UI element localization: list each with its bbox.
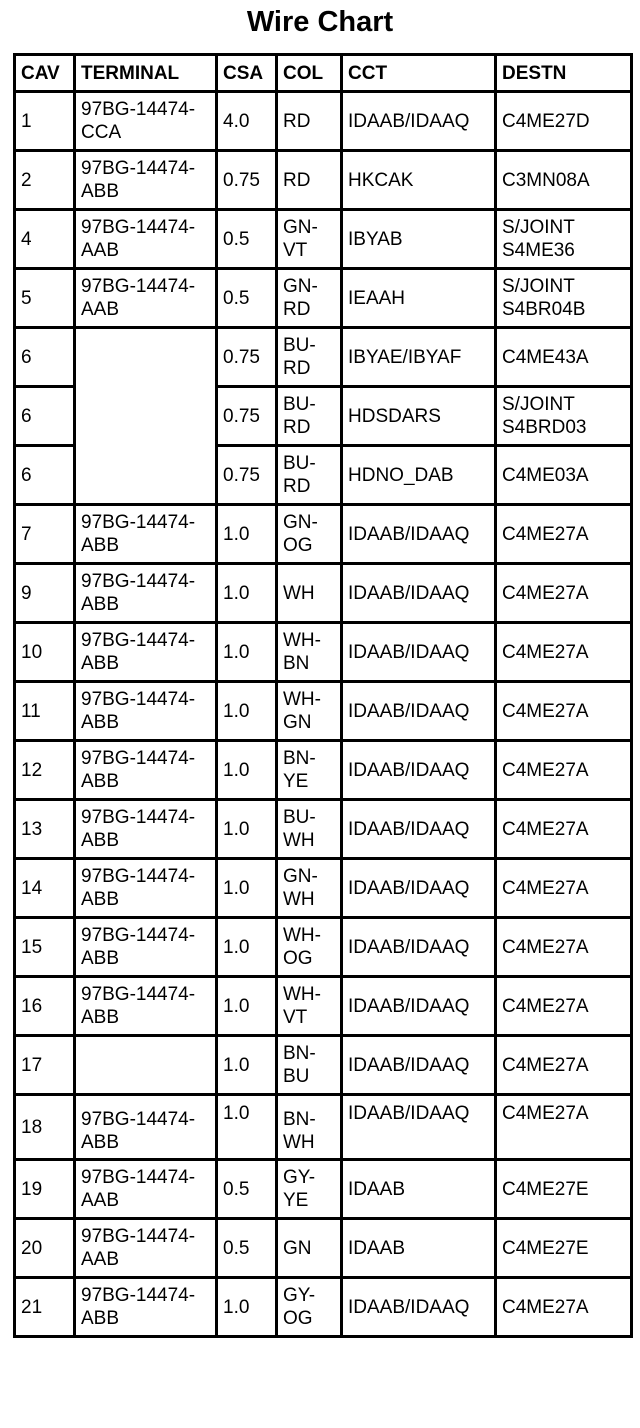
cell-csa: 0.75: [217, 151, 277, 210]
table-row: [15, 682, 632, 741]
cell-col: WH: [277, 564, 342, 623]
cell-terminal: 97BG-14474-ABB: [75, 859, 217, 918]
cell-col: GY-YE: [277, 1160, 342, 1219]
cell-col: RD: [277, 92, 342, 151]
cell-destn: C4ME27A: [496, 682, 632, 741]
cell-col: BU-WH: [277, 800, 342, 859]
cell-csa: 4.0: [217, 92, 277, 151]
cell-cct: IDAAB/IDAAQ: [342, 682, 496, 741]
cell-col: BU-RD: [277, 328, 342, 387]
cell-terminal: 97BG-14474-AAB: [75, 269, 217, 328]
cell-csa: 0.75: [217, 446, 277, 505]
cell-csa: 1.0: [217, 800, 277, 859]
cell-destn: C4ME27E: [496, 1160, 632, 1219]
table-row: [15, 210, 632, 269]
cell-cav: 15: [15, 918, 75, 977]
cell-cct: IBYAE/IBYAF: [342, 328, 496, 387]
cell-cav: 19: [15, 1160, 75, 1219]
table-row: [15, 918, 632, 977]
cell-csa: 0.5: [217, 1160, 277, 1219]
table-row: [15, 1036, 632, 1095]
cell-destn: C4ME03A: [496, 446, 632, 505]
table-row: [15, 564, 632, 623]
cell-cct: IDAAB: [342, 1160, 496, 1219]
cell-cct: IDAAB/IDAAQ: [342, 505, 496, 564]
page-title: Wire Chart: [246, 6, 394, 38]
cell-terminal: 97BG-14474-ABB: [75, 800, 217, 859]
table-row: [15, 1095, 632, 1160]
cell-col: RD: [277, 151, 342, 210]
cell-destn: C4ME43A: [496, 328, 632, 387]
cell-cav: 2: [15, 151, 75, 210]
wire-chart-table: [13, 53, 633, 1338]
table-row: [15, 505, 632, 564]
cell-csa: 1.0: [217, 1036, 277, 1095]
cell-destn: C4ME27A: [496, 623, 632, 682]
cell-destn: S/JOINT S4ME36: [496, 210, 632, 269]
table-row: [15, 269, 632, 328]
cell-col: GN: [277, 1219, 342, 1278]
cell-terminal: 97BG-14474-AAB: [75, 1160, 217, 1219]
table-row: [15, 977, 632, 1036]
cell-destn: C3MN08A: [496, 151, 632, 210]
cell-csa: 1.0: [217, 564, 277, 623]
cell-terminal: 97BG-14474-ABB: [75, 918, 217, 977]
cell-csa: 1.0: [217, 1278, 277, 1337]
cell-cct: IEAAH: [342, 269, 496, 328]
cell-destn: C4ME27A: [496, 564, 632, 623]
table-row: [15, 151, 632, 210]
cell-csa: 0.75: [217, 328, 277, 387]
cell-terminal: 97BG-14474-AAB: [75, 1219, 217, 1278]
cell-cav: 14: [15, 859, 75, 918]
cell-terminal: 97BG-14474-CCA: [75, 92, 217, 151]
cell-cct: IDAAB/IDAAQ: [342, 92, 496, 151]
cell-destn: C4ME27A: [496, 800, 632, 859]
cell-terminal: 97BG-14474-ABB: [75, 151, 217, 210]
cell-col: WH-GN: [277, 682, 342, 741]
cell-terminal: 97BG-14474-ABB: [75, 1278, 217, 1337]
cell-csa: 1.0: [217, 505, 277, 564]
cell-terminal: 97BG-14474-ABB: [75, 741, 217, 800]
cell-destn: C4ME27A: [496, 1036, 632, 1095]
cell-destn: C4ME27E: [496, 1219, 632, 1278]
cell-cct: IDAAB/IDAAQ: [342, 564, 496, 623]
cell-cct: IDAAB: [342, 1219, 496, 1278]
cell-cct: IDAAB/IDAAQ: [342, 918, 496, 977]
header-terminal: TERMINAL: [75, 55, 217, 92]
header-col: COL: [277, 55, 342, 92]
cell-col: GN-RD: [277, 269, 342, 328]
cell-col: GN-VT: [277, 210, 342, 269]
cell-cav: 13: [15, 800, 75, 859]
table-row: [15, 623, 632, 682]
cell-cav: 4: [15, 210, 75, 269]
cell-cav: 6: [15, 387, 75, 446]
cell-cct: IDAAB/IDAAQ: [342, 800, 496, 859]
cell-col: WH-OG: [277, 918, 342, 977]
cell-col: BN-YE: [277, 741, 342, 800]
cell-csa: 1.0: [217, 1095, 277, 1160]
cell-destn: C4ME27D: [496, 92, 632, 151]
cell-col: GN-WH: [277, 859, 342, 918]
table-row: [15, 92, 632, 151]
cell-col: GY-OG: [277, 1278, 342, 1337]
table-row: [15, 1219, 632, 1278]
cell-cct: IDAAB/IDAAQ: [342, 741, 496, 800]
cell-csa: 1.0: [217, 859, 277, 918]
cell-cav: 5: [15, 269, 75, 328]
cell-destn: C4ME27A: [496, 1278, 632, 1337]
cell-col: WH-BN: [277, 623, 342, 682]
table-row: [15, 741, 632, 800]
cell-terminal: 97BG-14474-AAB: [75, 210, 217, 269]
cell-cct: IDAAB/IDAAQ: [342, 859, 496, 918]
cell-destn: C4ME27A: [496, 859, 632, 918]
table-row: [15, 1278, 632, 1337]
cell-csa: 1.0: [217, 977, 277, 1036]
cell-destn: S/JOINT S4BR04B: [496, 269, 632, 328]
cell-cav: 21: [15, 1278, 75, 1337]
cell-csa: 0.5: [217, 210, 277, 269]
cell-cav: 11: [15, 682, 75, 741]
cell-destn: C4ME27A: [496, 918, 632, 977]
cell-destn: C4ME27A: [496, 741, 632, 800]
cell-csa: 0.5: [217, 1219, 277, 1278]
cell-col: BN-WH: [277, 1095, 342, 1160]
table-row: [15, 328, 632, 387]
cell-csa: 1.0: [217, 682, 277, 741]
cell-cct: HDSDARS: [342, 387, 496, 446]
table-row: [15, 800, 632, 859]
cell-cct: IDAAB/IDAAQ: [342, 1278, 496, 1337]
header-destn: DESTN: [496, 55, 632, 92]
cell-cav: 9: [15, 564, 75, 623]
cell-cct: HDNO_DAB: [342, 446, 496, 505]
cell-csa: 1.0: [217, 918, 277, 977]
cell-cct: IDAAB/IDAAQ: [342, 623, 496, 682]
cell-terminal: 97BG-14474-ABB: [75, 1095, 217, 1160]
cell-cct: IDAAB/IDAAQ: [342, 1095, 496, 1160]
cell-cav: 20: [15, 1219, 75, 1278]
cell-cav: 1: [15, 92, 75, 151]
cell-csa: 0.75: [217, 387, 277, 446]
cell-cav: 6: [15, 446, 75, 505]
cell-destn: C4ME27A: [496, 1095, 632, 1160]
cell-csa: 1.0: [217, 741, 277, 800]
cell-col: WH-VT: [277, 977, 342, 1036]
cell-csa: 0.5: [217, 269, 277, 328]
cell-col: BU-RD: [277, 446, 342, 505]
cell-terminal: 97BG-14474-ABB: [75, 505, 217, 564]
cell-col: BN-BU: [277, 1036, 342, 1095]
cell-destn: C4ME27A: [496, 505, 632, 564]
header-cav: CAV: [15, 55, 75, 92]
header-csa: CSA: [217, 55, 277, 92]
cell-cav: 6: [15, 328, 75, 387]
cell-cav: 17: [15, 1036, 75, 1095]
header-row: [15, 55, 632, 92]
cell-terminal: [75, 328, 217, 505]
cell-col: BU-RD: [277, 387, 342, 446]
cell-terminal: 97BG-14474-ABB: [75, 564, 217, 623]
table-row: [15, 859, 632, 918]
cell-cct: IBYAB: [342, 210, 496, 269]
cell-cct: IDAAB/IDAAQ: [342, 977, 496, 1036]
cell-cav: 18: [15, 1095, 75, 1160]
cell-terminal: [75, 1036, 217, 1095]
cell-terminal: 97BG-14474-ABB: [75, 623, 217, 682]
cell-cav: 7: [15, 505, 75, 564]
cell-destn: C4ME27A: [496, 977, 632, 1036]
cell-cav: 16: [15, 977, 75, 1036]
cell-csa: 1.0: [217, 623, 277, 682]
cell-cct: IDAAB/IDAAQ: [342, 1036, 496, 1095]
cell-destn: S/JOINT S4BRD03: [496, 387, 632, 446]
cell-cav: 12: [15, 741, 75, 800]
cell-cct: HKCAK: [342, 151, 496, 210]
cell-cav: 10: [15, 623, 75, 682]
cell-terminal: 97BG-14474-ABB: [75, 682, 217, 741]
table-row: [15, 1160, 632, 1219]
cell-terminal: 97BG-14474-ABB: [75, 977, 217, 1036]
header-cct: CCT: [342, 55, 496, 92]
cell-col: GN-OG: [277, 505, 342, 564]
